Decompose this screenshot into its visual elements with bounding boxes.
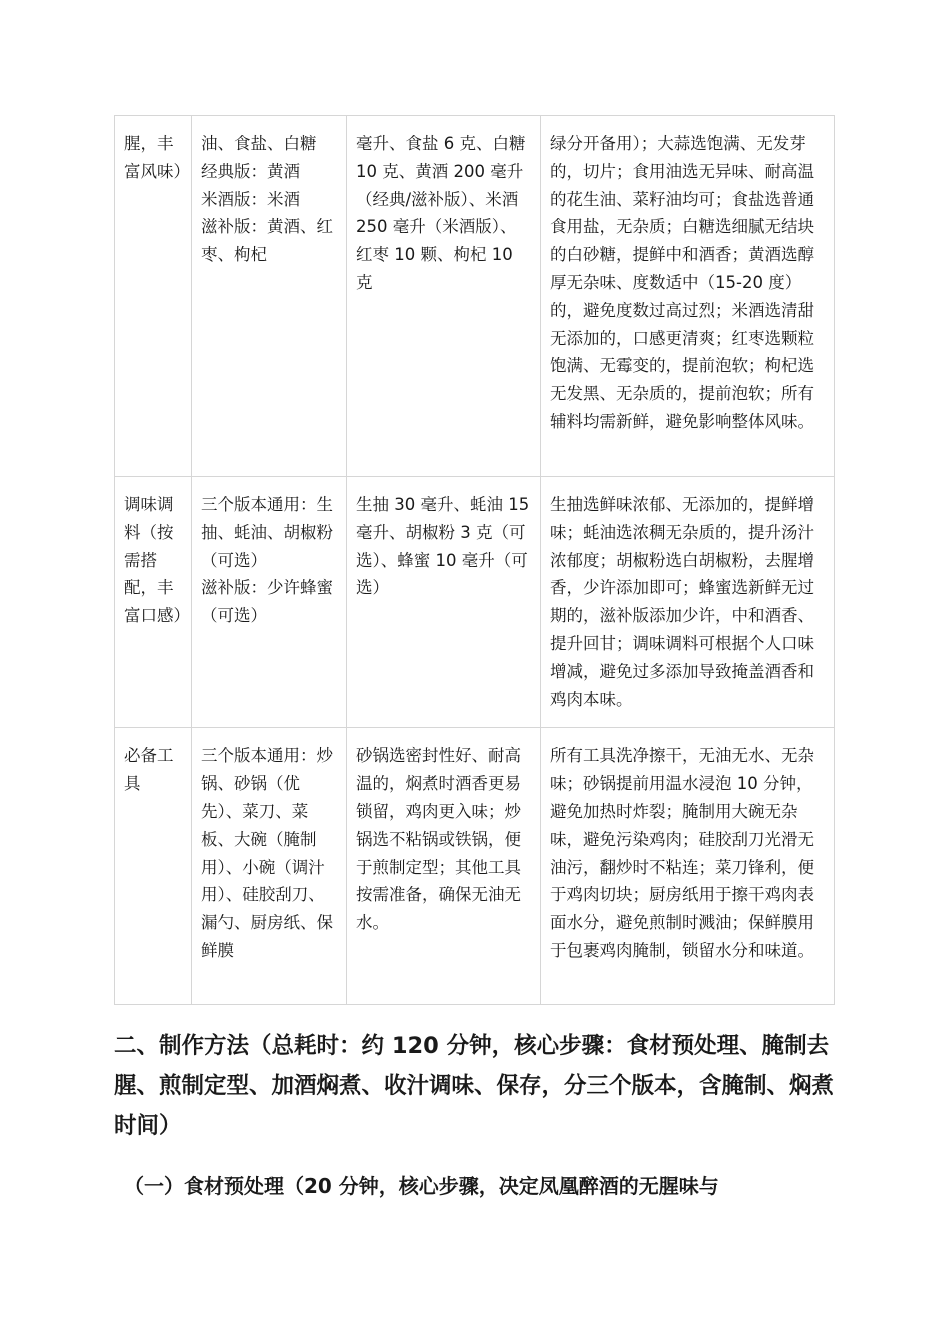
category-cell: 必备工具: [115, 728, 192, 1005]
category-cell: 调味调料（按需搭配，丰富口感）: [115, 477, 192, 728]
table-row: [115, 116, 835, 477]
item-line: 三个版本通用：炒锅、砂锅（优先）、菜刀、菜板、大碗（腌制用）、小碗（调汁用）、硅胶刮刀、漏勺、厨房纸、保鲜膜: [201, 746, 333, 960]
table-row: [115, 728, 835, 1005]
item-line: 油、食盐、白糖: [201, 134, 317, 153]
notes-cell: 生抽选鲜味浓郁、无添加的，提鲜增味；蚝油选浓稠无杂质的，提升汤汁浓郁度；胡椒粉选白胡椒粉，去腥增香，少许添加即可；蜂蜜选新鲜无过期的，滋补版添加少许，中和酒香、提升回甘；调味调料可根据个人口味增减，避免过多添加导致掩盖酒香和鸡肉本味。: [541, 477, 835, 728]
section-heading: 二、制作方法（总耗时：约 120 分钟，核心步骤：食材预处理、腌制去腥、煎制定型、加酒焖煮、收汁调味、保存，分三个版本，含腌制、焖煮时间）: [114, 1033, 835, 1139]
amount-cell: 砂锅选密封性好、耐高温的，焖煮时酒香更易锁留，鸡肉更入味；炒锅选不粘锅或铁锅，便于煎制定型；其他工具按需准备，确保无油无水。: [347, 728, 541, 1005]
notes-cell: 绿分开备用）；大蒜选饱满、无发芽的，切片；食用油选无异味、耐高温的花生油、菜籽油均可；食盐选普通食用盐，无杂质；白糖选细腻无结块的白砂糖，提鲜中和酒香；黄酒选醇厚无杂味、度数适中（15-20 度）的，避免度数过高过烈；米酒选清甜无添加的，口感更清爽；红枣选颗粒饱满、无霉变的，提前泡软；枸杞选无发黑、无杂质的，提前泡软；所有辅料均需新鲜，避免影响整体风味。: [541, 116, 835, 477]
item-line: 三个版本通用：生抽、蚝油、胡椒粉（可选）: [201, 495, 333, 570]
table-row: [115, 477, 835, 728]
notes-cell: 所有工具洗净擦干，无油无水、无杂味；砂锅提前用温水浸泡 10 分钟，避免加热时炸裂；腌制用大碗无杂味，避免污染鸡肉；硅胶刮刀光滑无油污，翻炒时不粘连；菜刀锋利，便于鸡肉切块；厨房纸用于擦干鸡肉表面水分，避免煎制时溅油；保鲜膜用于包裹鸡肉腌制，锁留水分和味道。: [541, 728, 835, 1005]
amount-cell: 毫升、食盐 6 克、白糖 10 克、黄酒 200 毫升（经典/滋补版）、米酒 250 毫升（米酒版）、红枣 10 颗、枸杞 10 克: [347, 116, 541, 477]
items-cell: [192, 728, 347, 1005]
item-line: 经典版：黄酒: [201, 161, 300, 181]
items-cell: [192, 477, 347, 728]
items-cell: [192, 116, 347, 477]
item-line: 滋补版：少许蜂蜜（可选）: [201, 578, 333, 626]
item-line: 米酒版：米酒: [201, 189, 300, 209]
ingredients-table: [114, 115, 835, 1005]
category-cell: 腥，丰富风味）: [115, 116, 192, 477]
amount-cell: 生抽 30 毫升、蚝油 15 毫升、胡椒粉 3 克（可选）、蜂蜜 10 毫升（可选）: [347, 477, 541, 728]
sub-heading: （一）食材预处理（20 分钟，核心步骤，决定凤凰醉酒的无腥味与: [124, 1174, 719, 1198]
item-line: 滋补版：黄酒、红枣、枸杞: [201, 217, 333, 265]
